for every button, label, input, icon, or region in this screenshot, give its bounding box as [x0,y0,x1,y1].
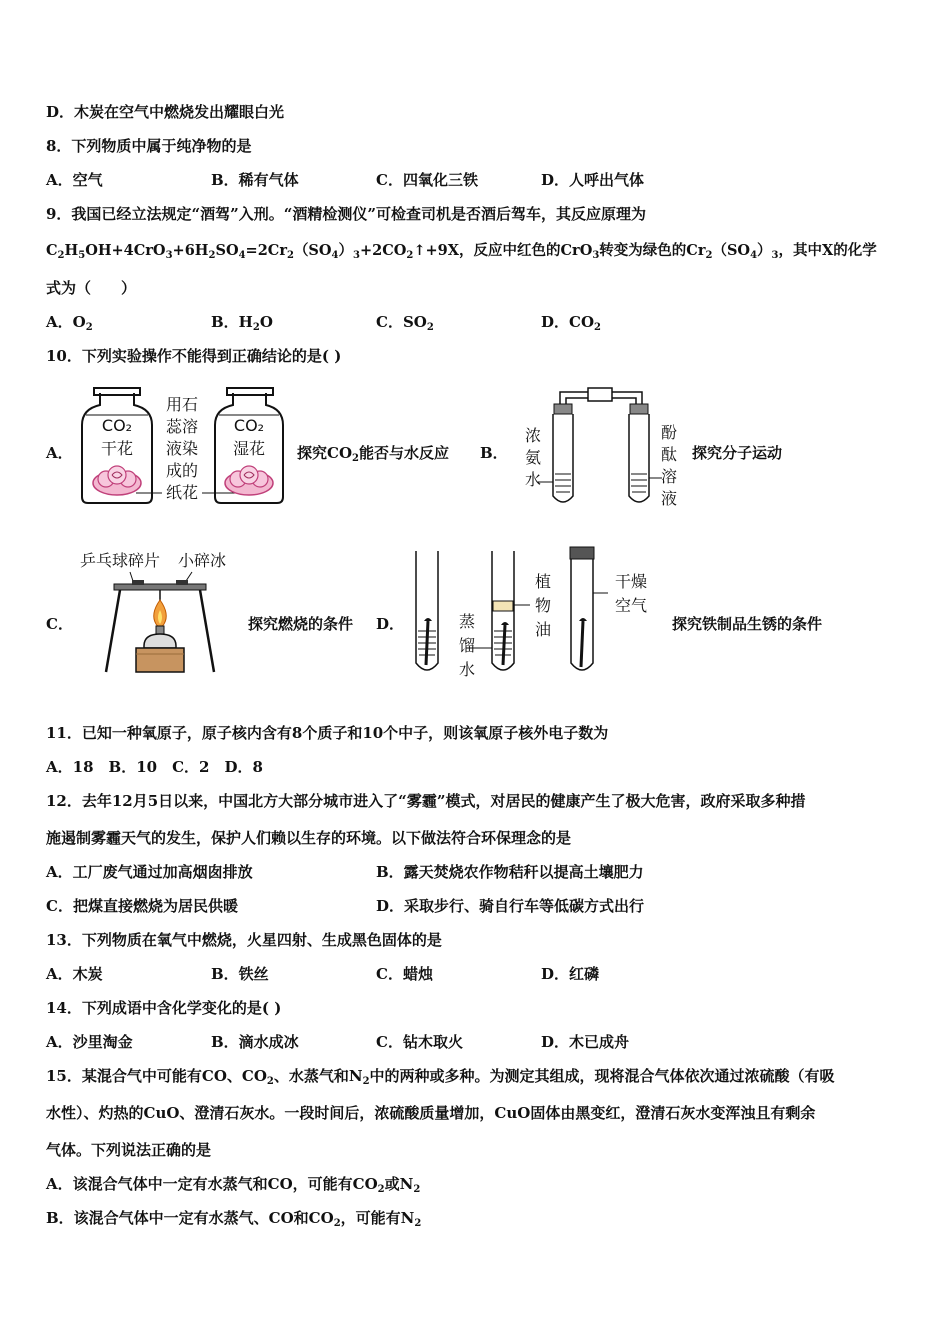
phenol-label-3: 溶 [660,467,678,486]
q10-d-caption: 探究铁制品生锈的条件 [672,615,823,633]
oil-label-1: 植 [534,572,552,591]
q10-option-b-letter: B． [480,444,508,462]
flower-icon [93,466,141,495]
q13-option-b: B．铁丝 [211,965,269,983]
litmus-label-5: 纸花 [165,483,199,502]
q15-stem-3: 气体。下列说法正确的是 [46,1141,212,1159]
q12-option-c: C．把煤直接燃烧为居民供暖 [46,897,238,915]
bottle1-flower: 干花 [100,439,134,458]
litmus-label-4: 成的 [165,461,199,480]
bottle-dry-flower [82,388,152,503]
flower-bottles-figure [78,385,288,510]
q10-option-a-letter: A． [46,444,73,462]
iron-nail-tubes-figure [410,545,666,681]
q14-stem: 14．下列成语中含化学变化的是( ) [46,999,282,1017]
q10-option-c-letter: C． [46,615,73,633]
bottle1-gas: CO₂ [101,416,133,435]
bottle2-gas: CO₂ [233,416,265,435]
litmus-label-2: 蕊溶 [165,417,199,436]
q11-stem: 11．已知一种氧原子，原子核内含有8个质子和10个中子，则该氧原子核外电子数为 [46,724,609,742]
litmus-label-1: 用石 [165,395,199,414]
q14-option-c: C．钻木取火 [376,1033,463,1051]
q9-option-c: C．$SO_2$ [376,313,434,333]
flower-icon [225,466,273,495]
dry-air-label-2: 空气 [614,596,648,615]
phenol-label-1: 酚 [660,423,678,442]
oil-label-3: 油 [534,620,552,639]
phenol-label-4: 液 [660,489,678,508]
q12-stem-2: 施遏制雾霾天气的发生，保护人们赖以生存的环境。以下做法符合环保理念的是 [46,829,572,847]
litmus-label-3: 液染 [165,439,199,458]
ammonia-label-3: 水 [524,470,542,489]
q12-option-b: B．露天焚烧农作物秸秆以提高土壤肥力 [376,863,644,881]
q10-c-caption: 探究燃烧的条件 [248,615,354,633]
q14-option-b: B．滴水成冰 [211,1033,299,1051]
q12-option-d: D．采取步行、骑自行车等低碳方式出行 [376,897,645,915]
q13-option-d: D．红磷 [541,965,600,983]
q8-stem: 8．下列物质中属于纯净物的是 [46,137,252,155]
q13-option-a: A．木炭 [46,965,103,983]
q13-option-c: C．蜡烛 [376,965,433,983]
q12-option-a: A．工厂废气通过加高烟囱排放 [46,863,253,881]
q8-option-b: B．稀有气体 [211,171,299,189]
q13-stem: 13．下列物质在氧气中燃烧，火星四射、生成黑色固体的是 [46,931,442,949]
q14-option-d: D．木已成舟 [541,1033,630,1051]
bottle-wet-flower [215,388,283,503]
test-tubes-ammonia-figure [520,384,685,512]
phenol-label-2: 酞 [660,445,678,464]
q15-stem-1: 15．某混合气中可能有CO、$CO_2$、水蒸气和$N_2$中的两种或多种。为测定其组成，现将混合气体依次通过浓硫酸（有吸 [46,1067,835,1087]
pingpong-label: 乒乓球碎片 [80,551,161,570]
ammonia-label-2: 氨 [524,448,542,467]
water-label-2: 馏 [458,636,476,655]
q9-stem-end: 式为（ ） [46,279,137,297]
q9-option-a: A．$O_2$ [46,313,93,333]
q12-stem-1: 12．去年12月5日以来，中国北方大部分城市进入了“雾霾”模式，对居民的健康产生了极大危害，政府采取多种措 [46,792,806,810]
ice-label: 小碎冰 [178,551,227,570]
q9-equation: $C_2H_5OH+4CrO_3+6H_2SO_4=2Cr_2(SO_4)_3+2CO_2↑+9X$，反应中红色的CrO$_3$转变为绿色的$Cr_2(SO_4)_3$，其中X的化学 [46,242,877,261]
q15-stem-2: 水性）、灼热的CuO、澄清石灰水。一段时间后，浓硫酸质量增加，CuO固体由黑变红，澄清石灰水变浑浊且有剩余 [46,1104,816,1122]
q9-option-d: D．$CO_2$ [541,313,601,333]
oil-label-2: 物 [534,596,552,615]
q11-options: A．18 B．10 C．2 D．8 [46,758,263,776]
q7-option-d: D．木炭在空气中燃烧发出耀眼白光 [46,103,285,121]
q8-option-a: A．空气 [46,171,103,189]
dry-air-label-1: 干燥 [614,572,648,591]
tripod-burner-figure [80,548,240,678]
ammonia-label-1: 浓 [524,426,542,445]
q9-option-b: B．$H_2O$ [211,313,273,333]
q8-option-d: D．人呼出气体 [541,171,645,189]
q14-option-a: A．沙里淘金 [46,1033,133,1051]
q10-stem: 10．下列实验操作不能得到正确结论的是( ) [46,347,342,365]
q10-option-d-letter: D． [376,615,405,633]
q15-option-a: A．该混合气体中一定有水蒸气和CO，可能有$CO_2$或$N_2$ [46,1175,421,1195]
water-label-1: 蒸 [458,612,476,631]
q9-stem: 9．我国已经立法规定“酒驾”入刑。“酒精检测仪”可检查司机是否酒后驾车，其反应原理为 [46,205,646,223]
q8-option-c: C．四氧化三铁 [376,171,478,189]
q10-b-caption: 探究分子运动 [692,444,783,462]
bottle2-flower: 湿花 [232,439,266,458]
q15-option-b: B．该混合气体中一定有水蒸气、CO和$CO_2$，可能有$N_2$ [46,1209,422,1229]
q10-a-caption: 探究$CO_2$能否与水反应 [297,444,449,464]
water-label-3: 水 [458,660,476,679]
